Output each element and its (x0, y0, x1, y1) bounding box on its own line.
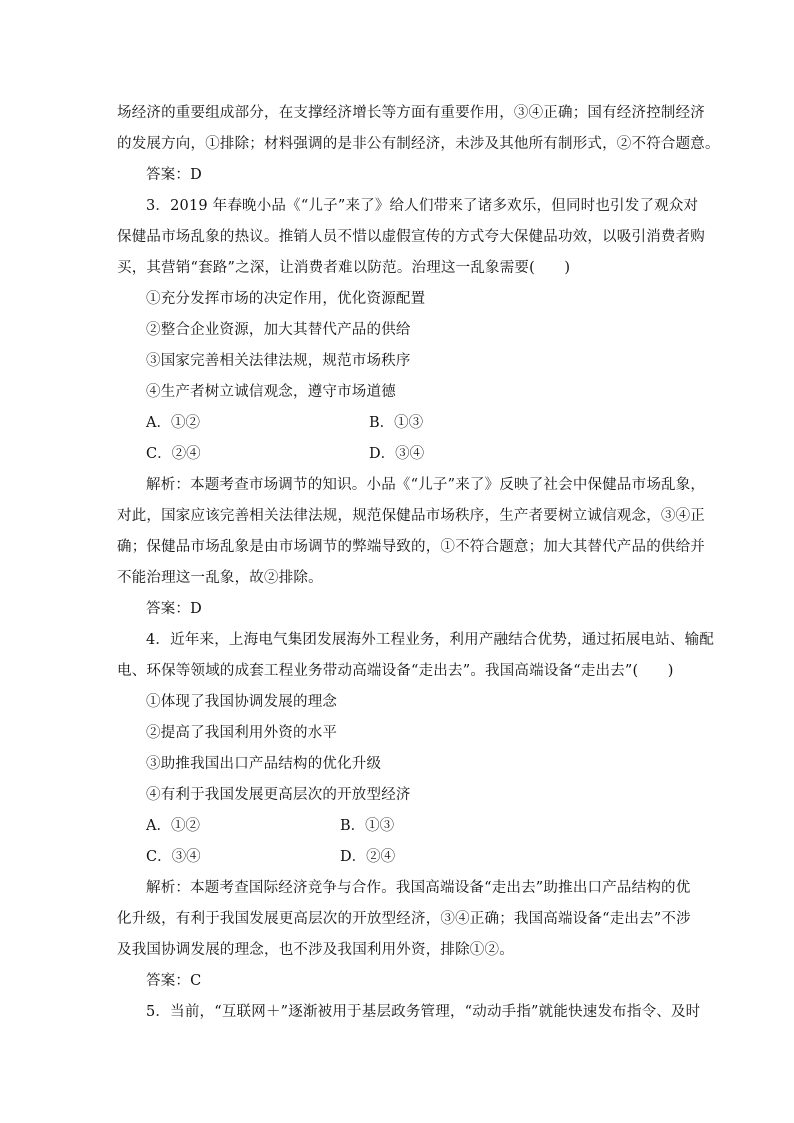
q3-stem-line-2: 保健品市场乱象的热议。推销人员不惜以虚假宣传的方式夸大保健品功效，以吸引消费者购 (117, 229, 705, 245)
q4-option-c: C．③④ (146, 849, 201, 865)
intro-line-2: 的发展方向，①排除；材料强调的是非公有制经济，未涉及其他所有制形式，②不符合题意。 (117, 136, 720, 152)
q4-option-a: A．①② (146, 818, 200, 834)
q3-option-a: A．①② (146, 415, 200, 431)
q4-item-3: ③助推我国出口产品结构的优化升级 (146, 756, 382, 772)
q4-item-4: ④有利于我国发展更高层次的开放型经济 (146, 787, 411, 803)
q4-item-2: ②提高了我国利用外资的水平 (146, 725, 338, 741)
intro-line-1: 场经济的重要组成部分，在支撑经济增长等方面有重要作用，③④正确；国有经济控制经济 (117, 105, 705, 121)
q3-option-b: B．①③ (369, 415, 424, 431)
q4-stem-line-1: 4．近年来，上海电气集团发展海外工程业务，利用产融结合优势，通过拓展电站、输配 (146, 632, 715, 648)
q3-answer: 答案：D (146, 601, 202, 617)
q3-item-1: ①充分发挥市场的决定作用，优化资源配置 (146, 291, 426, 307)
answer-prev: 答案：D (146, 167, 202, 183)
q3-analysis-line-4: 不能治理这一乱象，故②排除。 (117, 570, 323, 586)
q3-item-4: ④生产者树立诚信观念，遵守市场道德 (146, 384, 396, 400)
q5-stem-line-1: 5．当前，“互联网＋”逐渐被用于基层政务管理，“动动手指”就能快速发布指令、及时 (146, 1004, 701, 1020)
q3-analysis-line-1: 解析：本题考查市场调节的知识。小品《“儿子”来了》反映了社会中保健品市场乱象， (146, 477, 706, 493)
q4-analysis-line-3: 及我国协调发展的理念，也不涉及我国利用外资，排除①②。 (117, 942, 514, 958)
q3-stem-line-1: 3．2019 年春晚小品《“儿子”来了》给人们带来了诸多欢乐，但同时也引发了观众对 (146, 198, 699, 214)
q4-answer: 答案：C (146, 973, 202, 989)
q3-item-2: ②整合企业资源，加大其替代产品的供给 (146, 322, 411, 338)
q3-option-d: D．③④ (369, 446, 425, 462)
q3-analysis-line-2: 对此，国家应该完善相关法律法规，规范保健品市场秩序，生产者要树立诚信观念，③④正 (117, 508, 705, 524)
q3-stem-line-3: 买，其营销“套路”之深，让消费者难以防范。治理这一乱象需要( ) (117, 260, 571, 276)
q4-option-b: B．①③ (340, 818, 395, 834)
q3-option-c: C．②④ (146, 446, 201, 462)
q4-stem-line-2: 电、环保等领域的成套工程业务带动高端设备“走出去”。我国高端设备“走出去”( ) (117, 663, 674, 679)
q3-item-3: ③国家完善相关法律法规，规范市场秩序 (146, 353, 411, 369)
q4-analysis-line-1: 解析：本题考查国际经济竞争与合作。我国高端设备“走出去”助推出口产品结构的优 (146, 880, 691, 896)
q3-analysis-line-3: 确；保健品市场乱象是由市场调节的弊端导致的，①不符合题意；加大其替代产品的供给并 (117, 539, 705, 555)
q4-option-d: D．②④ (340, 849, 396, 865)
q4-item-1: ①体现了我国协调发展的理念 (146, 694, 338, 710)
q4-analysis-line-2: 化升级，有利于我国发展更高层次的开放型经济，③④正确；我国高端设备“走出去”不涉 (117, 911, 691, 927)
